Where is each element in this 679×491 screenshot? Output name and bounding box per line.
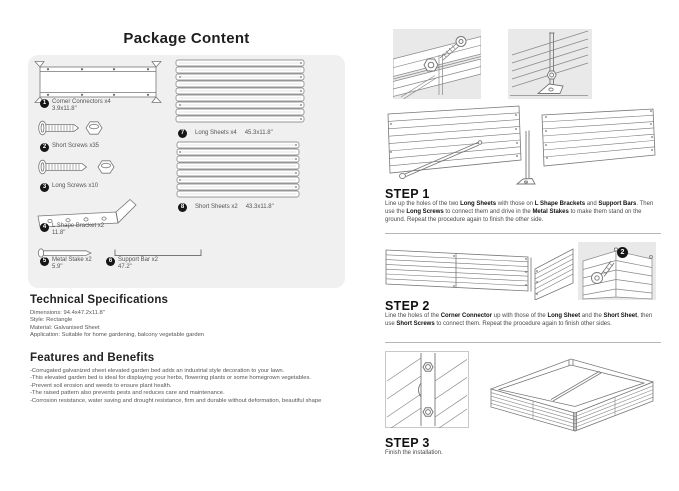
text-segment: Line the holes of the [385,313,441,319]
text-segment: Line up the holes of the two [385,201,461,207]
feature-line: -Corrosion resistance, water saving and drought resistance, firm and durable without deformation, beautiful shape [30,397,322,404]
part-label: L Shape Bracket x2 [52,223,105,229]
step3-heading: STEP 3 [385,436,430,450]
part-reference: Long Screws [406,208,444,215]
specs-list [30,310,204,340]
step3-connector-detail-panel [385,351,469,428]
step1-description [385,201,662,224]
part-number-badge: 5 [40,257,49,266]
part-reference: Corner Connector [440,313,493,319]
text-segment: and the [580,313,604,319]
part-reference: Short Screws [396,320,435,327]
part-reference: L Shape Brackets [534,201,586,207]
part-reference: Short Sheet [603,313,638,319]
text-segment: to make them stand on the ground. Repeat the procedure again to finish the other side. [385,208,642,223]
spec-line: Application: Suitable for home gardening, balcony vegetable garden [30,332,205,339]
part-item-short-sheets [178,203,274,212]
part-reference: Long Sheet [547,313,581,319]
features-list [30,368,321,405]
part-item-long-screws [40,183,98,192]
text-segment: to connect them. Repeat the procedure again to finish other sides. [434,320,612,327]
part-size: 43.3x11.8" [245,204,274,210]
package-content-box [28,55,345,288]
text-segment: . Then use the [385,201,654,215]
part-item-long-sheets [178,129,273,138]
spec-line: Dimensions: 94.4x47.2x11.8" [30,310,105,316]
part-reference: Long Sheets [460,201,497,207]
feature-line: -The raised pattern also prevents pests and reduces care and maintenance. [30,390,225,397]
part-size: 11.8" [52,230,66,236]
part-label: Corner Connectors x4 [52,99,111,105]
part-number-badge: 2 [40,143,49,152]
part-label: Metal Stake x2 [52,257,92,263]
step3-finished-bed-illustration [483,349,661,433]
part-label: Long Sheets x4 [195,130,237,136]
text-segment: and [585,201,599,207]
spec-line: Style: Rectangle [30,317,73,324]
feature-line: -Prevent soil erosion and weeds to ensure plant health. [30,382,172,389]
part-item-corner-connectors [40,99,111,113]
part-number-badge: 7 [178,129,187,138]
feature-line: -This elevated garden bed is ideal for displaying your herbs, flowering plants or some homegrown vegetables. [30,375,311,382]
part-number-badge: 3 [40,183,49,192]
short-sheets-drawing [175,141,305,199]
section-divider [385,342,661,343]
part-label: Short Screws x35 [52,143,100,149]
step1-walls-illustration [382,102,660,188]
spec-line: Material: Galvanised Sheet [30,324,100,331]
part-size: 45.3x11.8" [244,130,273,136]
part-reference: Metal Stakes [532,208,569,215]
specs-heading: Technical Specifications [30,294,169,306]
step2-description [385,313,662,329]
part-size: 3.9x11.8" [52,106,77,112]
text-segment: with those on [496,201,535,207]
step1-screw-detail-panel [393,29,481,99]
step2-part-marker-badge: 2 [617,247,628,258]
short-screw-drawing [36,117,114,139]
part-number-badge: 4 [40,223,49,232]
long-sheets-drawing [174,59,310,127]
part-item-metal-stake [40,257,92,271]
text-segment: , then use [385,313,653,327]
step2-corner-illustration [382,242,578,300]
feature-line: -Corrugated galvanized sheet elevated garden bed adds an industrial style decoration to your lawn. [30,368,285,374]
section-divider [385,233,661,234]
part-number-badge: 1 [40,99,49,108]
page-title: Package Content [123,30,250,47]
part-label: Long Screws x10 [52,183,99,189]
text-segment: to connect them and drive in the [443,208,533,215]
part-label: Support Bar x2 [118,257,159,263]
part-reference: Support Bars [598,201,637,207]
part-item-short-screws [40,143,99,152]
step3-description: Finish the installation. [385,450,443,456]
part-item-l-shape-bracket [40,223,104,237]
features-heading: Features and Benefits [30,352,155,364]
part-number-badge: 6 [106,257,115,266]
part-label: Short Sheets x2 [195,204,238,210]
part-size: 5.9" [52,264,63,270]
text-segment: up with those of the [492,313,548,319]
step1-stake-detail-panel [508,29,592,99]
step2-heading: STEP 2 [385,299,430,313]
step1-heading: STEP 1 [385,187,430,201]
part-number-badge: 8 [178,203,187,212]
part-size: 47.2" [118,264,132,270]
part-item-support-bar [106,257,158,271]
long-screw-drawing [36,156,124,178]
